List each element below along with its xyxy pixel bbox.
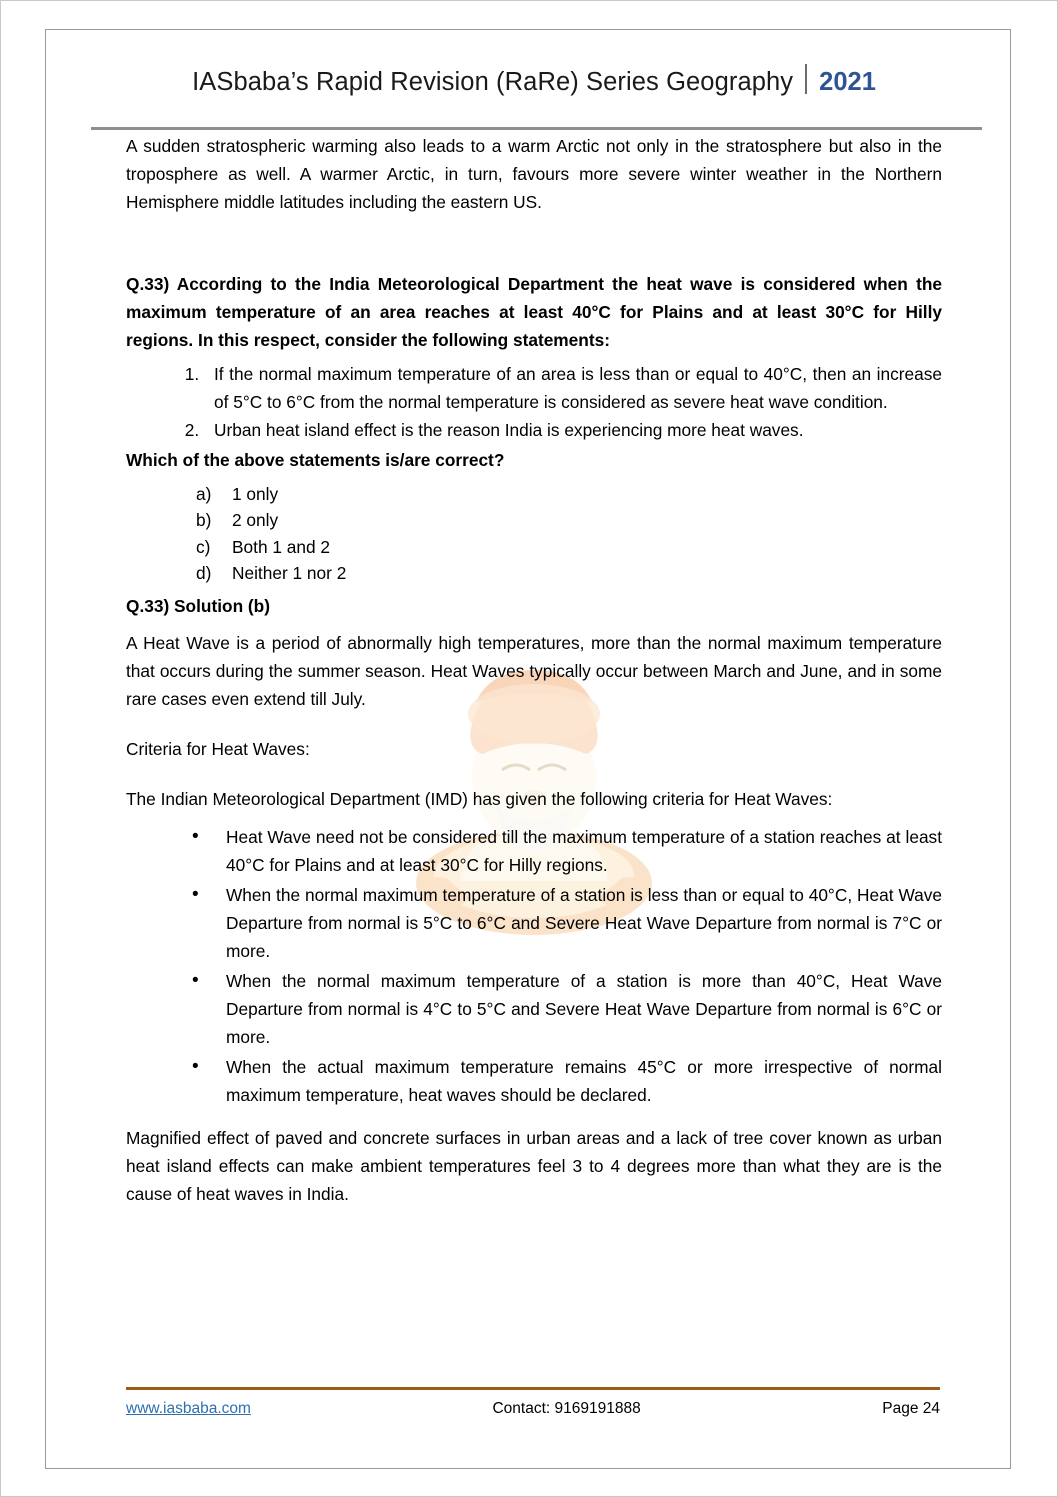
header-title: IASbaba’s Rapid Revision (RaRe) Series Geography: [192, 68, 794, 96]
option-key: c): [196, 536, 211, 557]
option-label: 2 only: [232, 510, 279, 531]
criteria-intro: The Indian Meteorological Department (IMD) has given the following criteria for Heat Waves:: [126, 789, 833, 810]
option-label: 1 only: [232, 484, 279, 505]
options-list: [126, 481, 942, 586]
closing-paragraph: Magnified effect of paved and concrete surfaces in urban areas and a lack of tree cover known as urban heat island effects can make ambient temperatures feel 3 to 4 degrees more than what they are is the cause of heat waves in India.: [126, 1127, 942, 1204]
list-item: [196, 560, 942, 586]
list-item: [196, 507, 942, 533]
header-year: 2021: [819, 68, 876, 96]
list-item: 2. Urban heat island effect is the reason India is experiencing more heat waves.: [204, 416, 942, 444]
page-content: [126, 60, 942, 1440]
document-footer: [126, 1387, 940, 1418]
option-label: Both 1 and 2: [232, 536, 331, 557]
criteria-label: Criteria for Heat Waves:: [126, 739, 310, 760]
sub-question: Which of the above statements is/are correct?: [126, 450, 505, 471]
intro-paragraph: A sudden stratospheric warming also leads to a warm Arctic not only in the stratosphere but also in the troposphere as well. A warmer Arctic, in turn, favours more severe winter weather in the Northern Hemisphere middle latitudes including the eastern US.: [126, 136, 942, 213]
question-stem: Q.33) According to the India Meteorological Department the heat wave is considered when the maximum temperature of an area reaches at least 40°C for Plains and at least 30°C for Hilly regions. In this respect, consider the following statements:: [126, 274, 942, 351]
page-sheet: [45, 29, 1011, 1469]
document-header: [126, 60, 942, 132]
statements-list: [126, 360, 942, 444]
option-key: d): [196, 562, 212, 583]
list-item: [196, 534, 942, 560]
option-key: b): [196, 510, 212, 531]
header-rule: [91, 127, 982, 130]
option-key: a): [196, 484, 212, 505]
option-label: Neither 1 nor 2: [232, 562, 347, 583]
criteria-bullet-list: [126, 823, 942, 1109]
footer-page-number: Page 24: [882, 1400, 940, 1417]
list-item: • When the normal maximum temperature of a station is more than 40°C, Heat Wave Departure from normal is 4°C to 5°C and Severe Heat Wave Departure from normal is 6°C or more.: [166, 967, 942, 1051]
solution-paragraph: A Heat Wave is a period of abnormally high temperatures, more than the normal maximum temperature that occurs during the summer season. Heat Waves typically occur between March and June, and in some rare cases even extend till July.: [126, 633, 942, 710]
list-item: • Heat Wave need not be considered till the maximum temperature of a station reaches at least 40°C for Plains and at least 30°C for Hilly regions.: [166, 823, 942, 879]
footer-contact: Contact: 9169191888: [492, 1400, 641, 1417]
list-item: [196, 481, 942, 507]
list-item: • When the normal maximum temperature of a station is less than or equal to 40°C, Heat Wave Departure from normal is 5°C to 6°C and Severe Heat Wave Departure from normal is 7°C or more.: [166, 881, 942, 965]
list-item: 1. If the normal maximum temperature of an area is less than or equal to 40°C, then an increase of 5°C to 6°C from the normal temperature is considered as severe heat wave condition.: [204, 360, 942, 416]
solution-heading: Q.33) Solution (b): [126, 596, 270, 617]
footer-rule: [126, 1387, 940, 1390]
footer-website-link[interactable]: www.iasbaba.com: [126, 1400, 251, 1417]
list-item: • When the actual maximum temperature remains 45°C or more irrespective of normal maximum temperature, heat waves should be declared.: [166, 1053, 942, 1109]
header-divider: [805, 64, 807, 94]
